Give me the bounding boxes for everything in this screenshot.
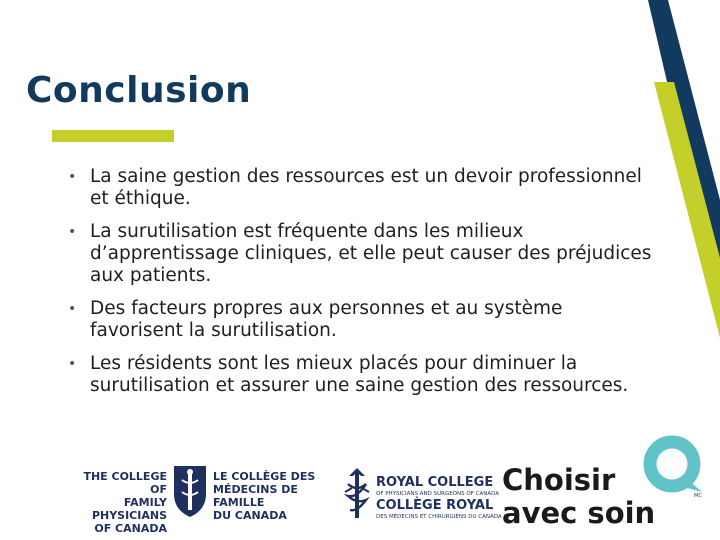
cfpc-en-line: OF CANADA	[94, 522, 167, 535]
royal-college-fr-name: COLLÈGE ROYAL	[376, 498, 494, 513]
bullet-item	[68, 221, 658, 287]
bullet-text: Les résidents sont les mieux placés pour diminuer la surutilisation et assurer une saine gestion des ressources.	[90, 353, 629, 396]
bullet-text: La surutilisation est fréquente dans les milieux d’apprentissage cliniques, et elle peut causer des préjudices aux patients.	[90, 221, 652, 286]
royal-college-en-name: ROYAL COLLEGE	[376, 475, 494, 490]
choosing-wisely-logo-text	[502, 464, 697, 530]
royal-college-crest-icon	[342, 466, 372, 522]
bullet-marker: •	[68, 224, 77, 240]
royal-college-en-subtitle: OF PHYSICIANS AND SURGEONS OF CANADA	[376, 491, 499, 497]
cfpc-logo-en	[72, 470, 167, 535]
bullet-item	[68, 298, 658, 342]
cfpc-en-line: FAMILY PHYSICIANS	[91, 496, 167, 522]
cfpc-fr-line: MÉDECINS DE FAMILLE	[213, 483, 298, 509]
bullet-marker: •	[68, 356, 77, 372]
bullet-item	[68, 353, 658, 397]
bullet-text: La saine gestion des ressources est un devoir professionnel et éthique.	[90, 166, 642, 209]
cws-line: avec soin	[502, 496, 656, 530]
bullet-list	[68, 166, 658, 408]
cfpc-fr-line: DU CANADA	[213, 509, 287, 522]
cfpc-en-line: THE COLLEGE OF	[83, 470, 167, 496]
bullet-marker: •	[68, 301, 77, 317]
bullet-marker: •	[68, 169, 77, 185]
bullet-text: Des facteurs propres aux personnes et au système favorisent la surutilisation.	[90, 298, 563, 341]
bullet-item	[68, 166, 658, 210]
cfpc-crest-icon	[170, 462, 210, 520]
trademark-mark: MC	[694, 493, 702, 499]
cfpc-logo-fr	[213, 470, 323, 522]
logo-strip	[0, 430, 720, 540]
royal-college-fr-subtitle: DES MÉDECINS ET CHIRURGIENS DU CANADA	[376, 514, 502, 520]
slide-title: Conclusion	[26, 70, 252, 111]
title-underline-bar	[52, 130, 174, 142]
cfpc-fr-line: LE COLLÈGE DES	[213, 470, 316, 483]
cws-line: Choisir	[502, 463, 616, 497]
